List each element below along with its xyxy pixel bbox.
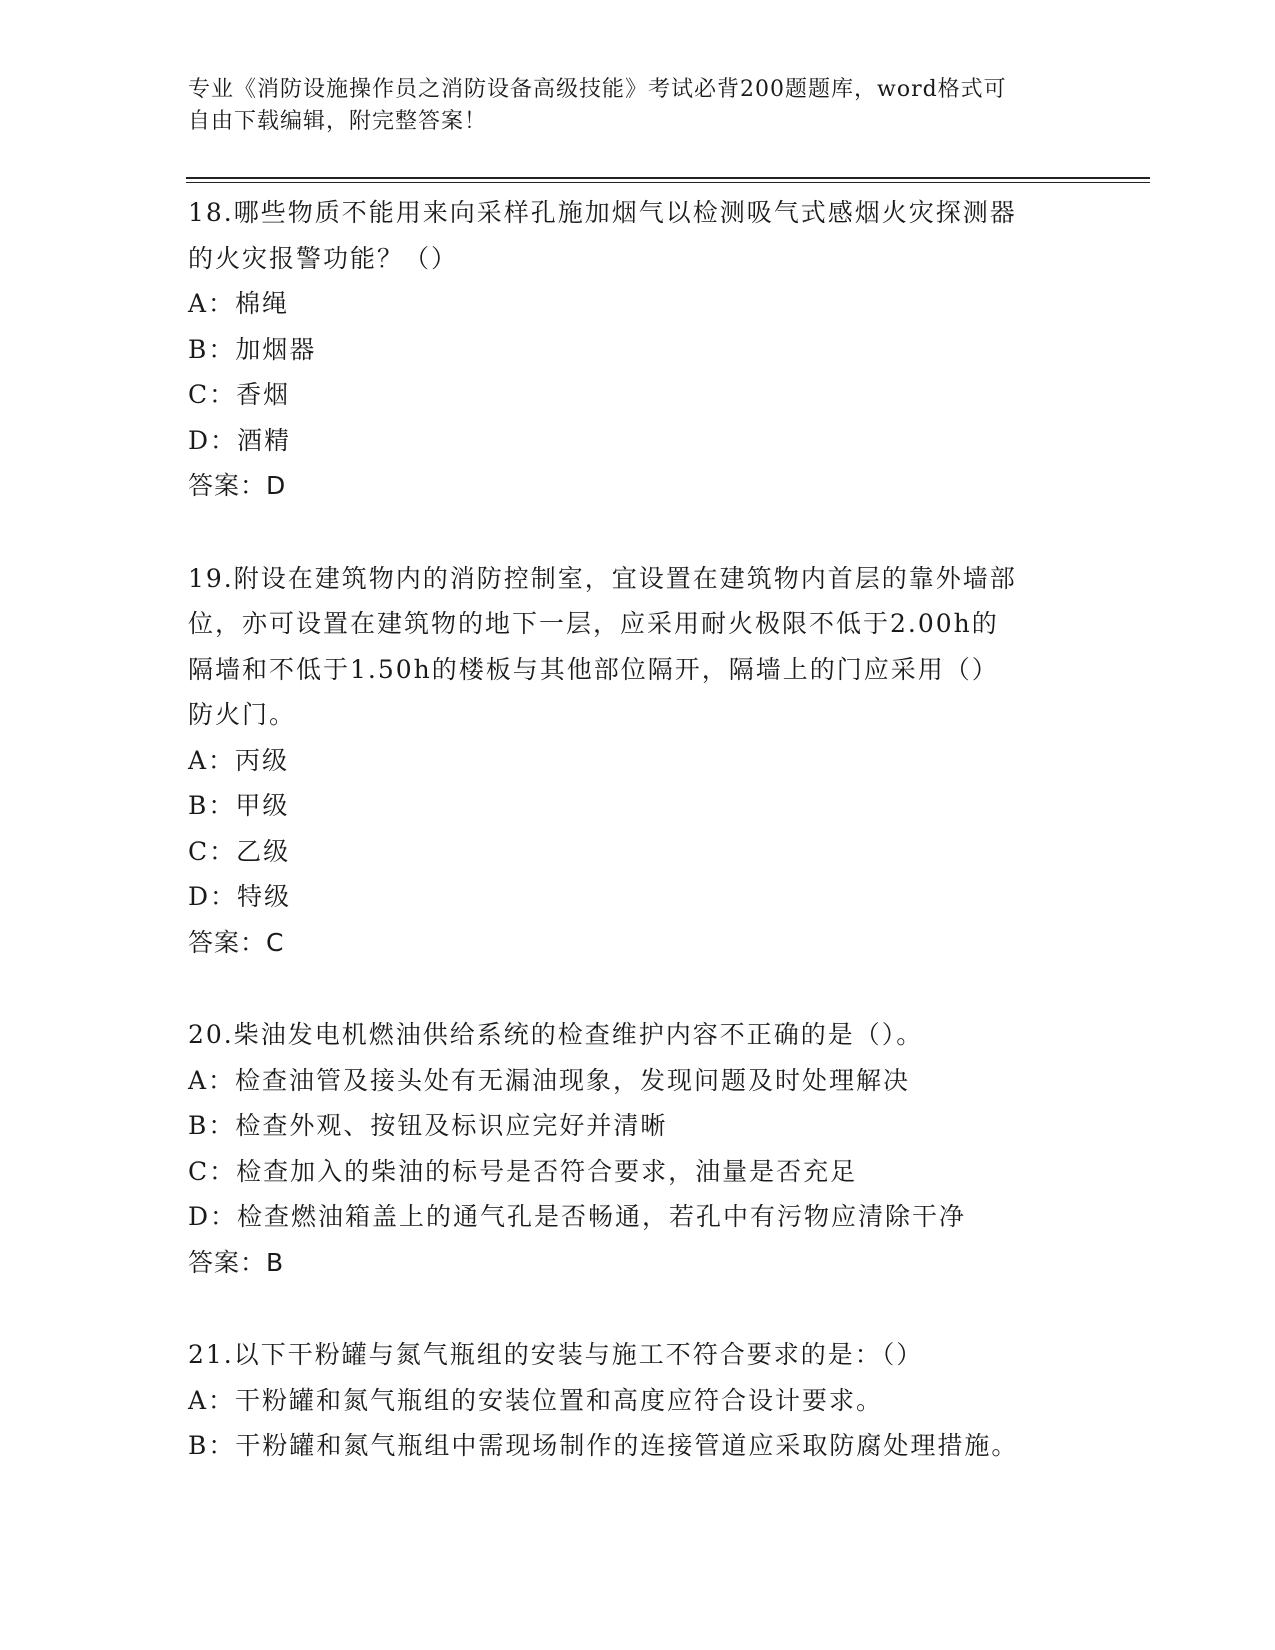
header-divider-thin — [186, 182, 1150, 183]
header-line-1: 专业《消防设施操作员之消防设备高级技能》考试必背200题题库，word格式可 — [188, 77, 1007, 102]
document-header — [188, 74, 1088, 138]
option-c: C：检查加入的柴油的标号是否符合要求，油量是否充足 — [188, 1156, 858, 1186]
question-19 — [188, 556, 1088, 966]
option-a: A：棉绳 — [188, 289, 290, 318]
question-stem-line: 19.附设在建筑物内的消防控制室，宜设置在建筑物内首层的靠外墙部 — [188, 563, 1017, 593]
question-stem-line: 21.以下干粉罐与氮气瓶组的安装与施工不符合要求的是：（） — [188, 1340, 924, 1369]
option-d: D：酒精 — [188, 425, 292, 455]
answer-line: 答案：B — [188, 1247, 285, 1277]
answer-line: 答案：C — [188, 927, 285, 957]
option-d: D：检查燃油箱盖上的通气孔是否畅通，若孔中有污物应清除干净 — [188, 1202, 967, 1231]
option-b: B：加烟器 — [188, 334, 317, 364]
option-a: A：丙级 — [188, 745, 290, 775]
question-list — [188, 190, 1088, 1516]
question-18 — [188, 190, 1088, 509]
option-b: B：甲级 — [188, 791, 290, 820]
question-stem-line: 隔墙和不低于1.50h的楼板与其他部位隔开，隔墙上的门应采用（） — [188, 654, 999, 684]
question-stem-line: 防火门。 — [188, 700, 297, 729]
question-stem-line: 的火灾报警功能？（） — [188, 243, 459, 273]
question-stem-line: 18.哪些物质不能用来向采样孔施加烟气以检测吸气式感烟火灾探测器 — [188, 198, 1017, 227]
option-d: D：特级 — [188, 882, 292, 911]
option-b: B：干粉罐和氮气瓶组中需现场制作的连接管道应采取防腐处理措施。 — [188, 1431, 1019, 1460]
question-20 — [188, 1012, 1088, 1285]
answer-line: 答案：D — [188, 471, 287, 500]
option-b: B：检查外观、按钮及标识应完好并清晰 — [188, 1111, 668, 1140]
question-stem-line: 位，亦可设置在建筑物的地下一层，应采用耐火极限不低于2.00h的 — [188, 609, 999, 638]
question-stem-line: 20.柴油发电机燃油供给系统的检查维护内容不正确的是（）。 — [188, 1020, 924, 1049]
header-divider-thick — [186, 177, 1150, 179]
option-c: C：乙级 — [188, 836, 291, 866]
option-a: A：检查油管及接头处有无漏油现象，发现问题及时处理解决 — [188, 1065, 911, 1095]
question-21 — [188, 1332, 1088, 1469]
option-c: C：香烟 — [188, 380, 291, 409]
option-a: A：干粉罐和氮气瓶组的安装位置和高度应符合设计要求。 — [188, 1385, 884, 1415]
header-line-2: 自由下载编辑，附完整答案！ — [188, 109, 488, 134]
